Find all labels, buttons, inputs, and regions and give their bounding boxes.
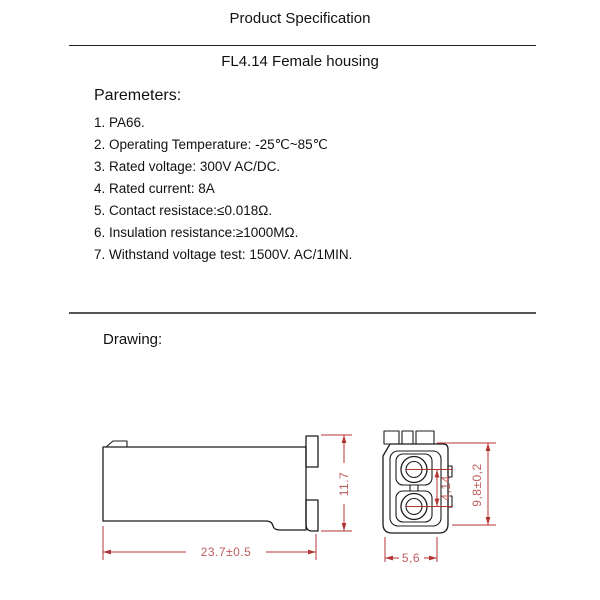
parameters-heading: Paremeters:: [94, 87, 182, 104]
parameter-item: 4. Rated current: 8A: [94, 181, 215, 196]
parameter-item: 6. Insulation resistance:≥1000MΩ.: [94, 225, 299, 240]
dim-front-height-label: 9,8±0,2: [470, 463, 484, 507]
dim-overall-height: [321, 435, 352, 531]
parameters-list: [94, 112, 514, 266]
front-view-tab-2: [402, 431, 413, 444]
dim-contact-pitch: [406, 470, 453, 507]
side-view-flange-top: [306, 436, 318, 467]
side-view-latch: [106, 441, 127, 447]
title-divider: [69, 45, 536, 46]
drawing-heading: Drawing:: [103, 331, 163, 348]
product-name: FL4.14 Female housing: [221, 53, 379, 70]
dim-side-width: [103, 526, 316, 560]
side-view: [103, 436, 318, 531]
parameter-item: 2. Operating Temperature: -25℃~85℃: [94, 137, 328, 152]
dim-side-width-label: 23.7±0.5: [200, 545, 252, 559]
parameter-item: 7. Withstand voltage test: 1500V. AC/1MIN.: [94, 247, 353, 262]
front-view-tab-3: [416, 431, 434, 444]
dim-contact-pitch-label: 4,14: [439, 475, 453, 501]
side-view-body-outline: [103, 447, 306, 530]
dim-front-width: [385, 537, 437, 565]
section-divider: [69, 312, 536, 314]
page-title: Product Specification: [229, 10, 371, 27]
dim-overall-height-label: 11.7: [337, 471, 351, 497]
side-view-flange-bottom: [306, 500, 318, 531]
dim-front-width-label: 5,6: [401, 551, 421, 565]
parameter-item: 1. PA66.: [94, 115, 145, 130]
technical-drawing: [0, 390, 600, 600]
front-view-tab-1: [384, 431, 399, 444]
parameter-item: 5. Contact resistace:≤0.018Ω.: [94, 203, 273, 218]
parameter-item: 3. Rated voltage: 300V AC/DC.: [94, 159, 281, 174]
